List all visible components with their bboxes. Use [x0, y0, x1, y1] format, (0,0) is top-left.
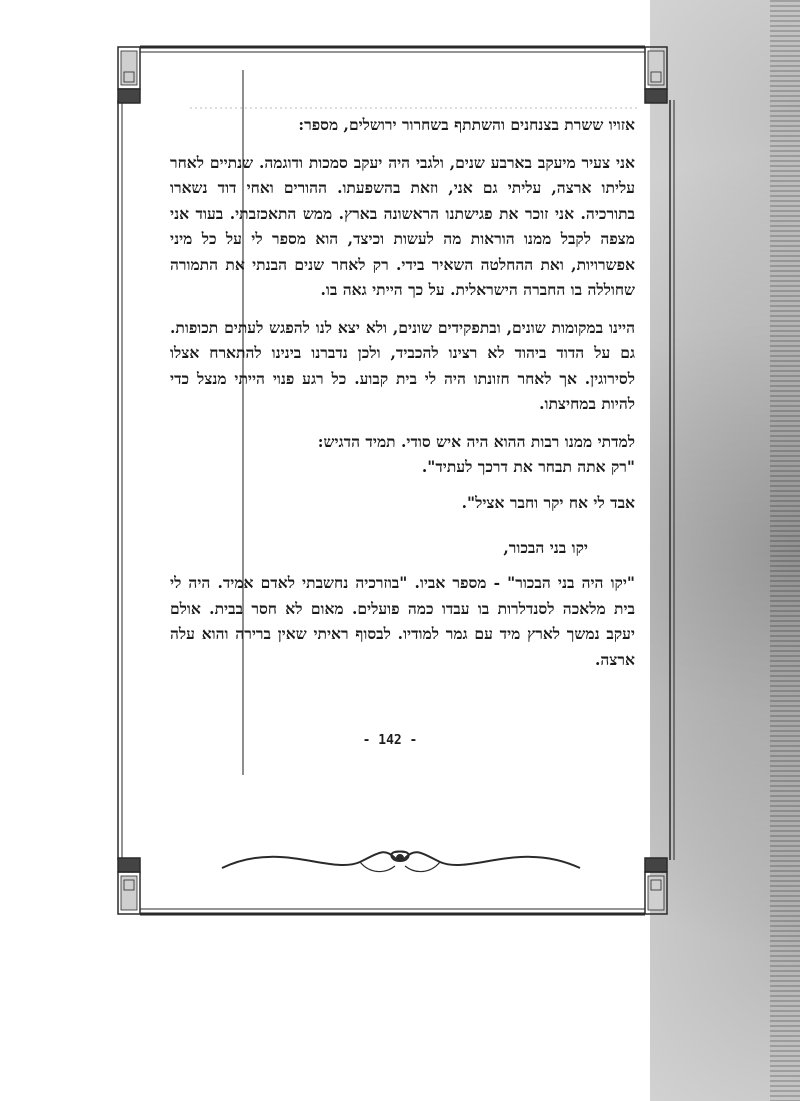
paragraph-3: "יקו היה בני הבכור" - מספר אביו. "בוזרכיה נחשבתי לאדם אמיד. היה לי בית מלאכה לסנדלרות בו עבדו כמה פועלים. מאום לא חסר בבית. אולם יעקב נמשך לארץ מיד עם גמר למודיו. לבסוף ראיתי שאין ברירה והוא עלה ארצה.: [170, 573, 635, 669]
quote-close: אבד לי אח יקר וחבר אציל".: [461, 492, 635, 512]
corner-ornament-top-left: [118, 47, 140, 103]
corner-ornament-bottom-left: [118, 858, 140, 914]
intro-line: אזויו ששרת בצנחנים והשתתף בשחרור ירושלים, מספר:: [298, 115, 635, 134]
quote-line: "רק אתה תבחר את דרכך לעתיד".: [421, 457, 635, 476]
corner-ornament-bottom-right: [645, 858, 667, 914]
body-text: [170, 112, 635, 527]
quote-intro: למדתי ממנו רבות ההוא היה איש סודי. תמיד הדגיש:: [317, 431, 635, 451]
corner-ornament-top-right: [645, 47, 667, 103]
flourish-divider: [222, 851, 580, 871]
page-number: - 142 -: [362, 733, 418, 748]
paragraph-2: היינו במקומות שונים, ובתפקידים שונים, ולא יצא לנו להפגש לעתים תכופות. גם על הדוד ביהוד לא רצינו להכביד, ולכן נדברנו בינינו להתארח אצלו לסירוגין. אך לאחר חזונתו היה לי בית קבוע. כל רגע פנוי הייתי מנצל כדי להיות במחיצתו.: [170, 317, 635, 413]
section-heading: יקו בני הבכור,: [503, 538, 588, 557]
paragraph-1: אני צעיר מיעקב בארבע שנים, ולגבי היה יעקב סמכות ודוגמה. שנתיים לאחר עליתו ארצה, עליתי גם אני, וזאת בהשפעתו. ההורים ואחי דוד נשארו בתורכיה. אני זוכר את פגישתנו הראשונה בארץ. ממש התאכזבתי. בעוד אני מצפה לקבל ממנו הוראות מה לעשות וכיצד, הוא מספר לי על כל מיני אפשרויות, ואת ההחלטה השאיר בידי. רק לאחר שנים הבנתי את התמורה שחוללה בו החברה הישראלית. על כך הייתי גאה בו.: [170, 152, 635, 299]
